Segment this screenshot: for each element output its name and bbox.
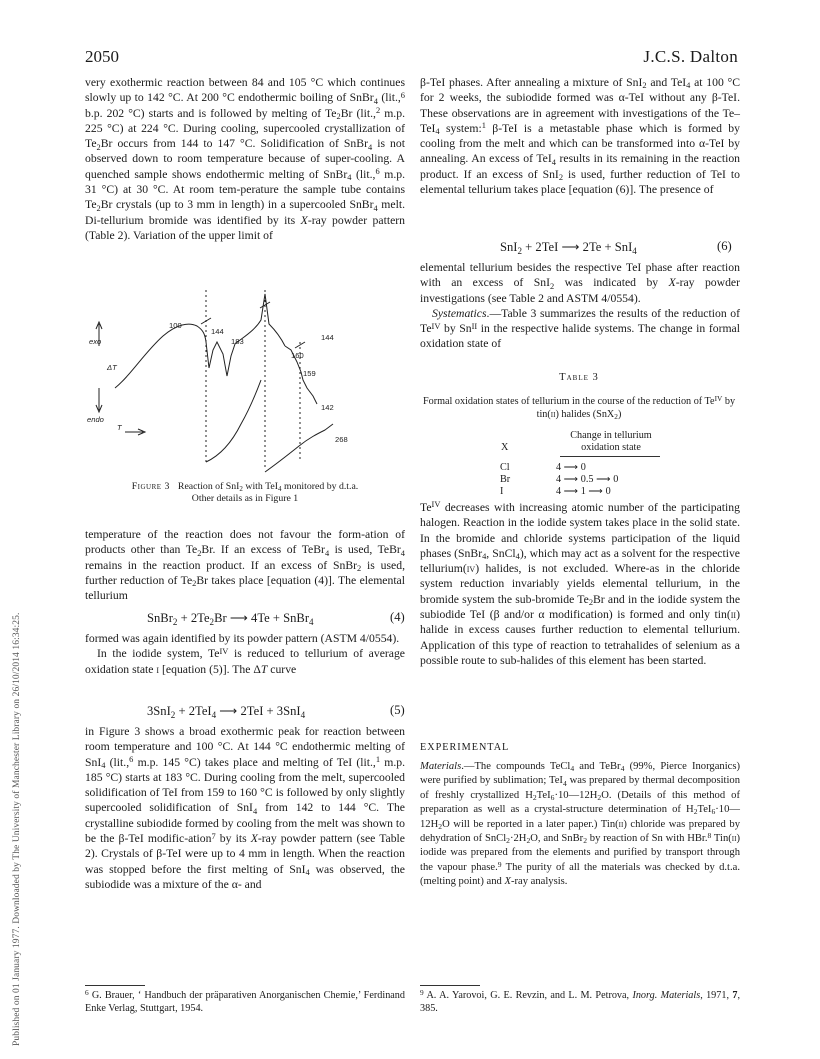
table-header-change-line-2: oxidation state	[581, 441, 641, 453]
right-paragraph-4: $Te^{IV}$ decreases with increasing atomic number of the participating halogen. Reaction in the iodide system takes place in the solid state. In the bromide and chloride systems participation of the liquid phases (SnBr$_4$, SnCl$_4$), which may act as a solvent for the respective tellurium(iv) halides, is not excluded. Where-as in the chloride system reduction invariably yields elemental tellurium, in the bromide system the sub-bromide $Te_2Br$ and in the iodide system the subiodide TeI (β and/or α modification) is formed and only tin(ii) halide in excess causes further reduction to elemental tellurium. Application of this type of reaction to tetrahalides of selenium as a possible route to sub-halides of this element has been started.	[420, 499, 741, 667]
equation-6: SnI$_2$ + 2TeI ⟶ 2Te + SnI$_4$	[500, 240, 637, 256]
left-paragraph-5: in Figure 3 shows a broad exothermic peak for reaction between room temperature and 100 °C. At 144 °C endothermic melting of SnI$_4$ (lit.,$^6$ m.p. 145 °C) takes place and melting of TeI (lit.,$^1$ m.p. 185 °C) starts at 183 °C. During cooling from the melt, supercooled solidification of TeI from 159 to 160 °C is followed by only slightly supercooled solidification of SnI$_4$ from 142 to 144 °C. The crystalline subiodide formed by cooling from the melt was shown to be the β-TeI modific-ation$^7$ by its X-ray powder pattern (see Table 2). Crystals of β-TeI were up to 4 mm in length. When the reaction was stopped before the first melting of SnI$_4$ was observed, the subiodide was a mixture of the α- and	[85, 725, 406, 891]
label-exo: exo	[89, 337, 102, 346]
dta-curve-tail	[265, 424, 333, 472]
table-cell-x: I	[500, 486, 504, 497]
footnote-6: $^6$ G. Brauer, ‘ Handbuch der präparativen Anorganischen Chemie,’ Ferdinand Enke Verlag, Stuttgart, 1954.	[85, 987, 405, 1014]
table-cell-x: Br	[500, 474, 511, 485]
right-column-top	[420, 75, 740, 197]
dta-curve-left-branch	[206, 380, 261, 462]
equation-5-number: (5)	[390, 703, 405, 717]
left-paragraph-3: formed was again identified by its powder pattern (ASTM 4/0554).	[85, 632, 400, 645]
left-column-bottom	[85, 724, 405, 892]
footnote-rule-left	[85, 985, 145, 986]
table-row-cl	[500, 462, 586, 474]
download-watermark: Published on 01 January 1977. Downloaded by The University of Manchester Library on 26/10/2014 16:34:25.	[12, 612, 22, 1046]
table-row-br	[500, 474, 618, 486]
left-column-top	[85, 75, 405, 243]
dta-curve-dips	[206, 342, 235, 376]
footnote-rule-right	[420, 985, 480, 986]
table-cell-x: Cl	[500, 462, 510, 473]
table-header-rule	[560, 456, 660, 457]
page-number: 2050	[85, 47, 119, 66]
right-paragraph-3: Systematics.—Table 3 summarizes the results of the reduction of $Te^{IV}$ by $Sn^{II}$ in the respective halide systems. The change in formal oxidation state of	[420, 306, 740, 351]
journal-name: J.C.S. Dalton	[643, 47, 738, 66]
experimental-materials: Materials.—The compounds TeCl$_4$ and TeBr$_4$ (99%, Pierce Inorganics) were purified by sublimation; TeI$_4$ was prepared by thermal decomposition of freshly crystallized $H_2TeI_6\cdot 10—12H_2O$. (Details of this method of preparation as well as a crystal-structure determination of $H_2TeI_6\cdot 10—12H_2O$ will be reported in a later paper.) Tin(ii) chloride was prepared by dehydration of $SnCl_2\cdot 2H_2O$, and SnBr$_2$ by reaction of Sn with HBr.$^8$ Tin(ii) iodide was prepared from the elements and purified by transport through the vapour phase.$^9$ The purity of all the materials was checked by d.t.a. (melting point) and X-ray analysis.	[420, 761, 740, 888]
left-paragraph-1: very exothermic reaction between 84 and 105 °C which continues slowly up to 142 °C. At 200 °C endothermic boiling of SnBr$_4$ (lit.,$^6$ b.p. 202 °C) starts and is followed by melting of $Te_2Br$ (lit.,$^2$ m.p. 225 °C) at 224 °C. During cooling, supercooled crystallization of $Te_2Br$ occurs from 144 to 147 °C. Solidification of SnBr$_4$ is not observed down to room temperature because of super-cooling. A quenched sample shows endothermic melting of SnBr$_4$ (lit.,$^6$ m.p. 31 °C) at 30 °C. At room tem-perature the sample tube contains $Te_2Br$ crystals (up to 3 mm in length) in a supercooled SnBr$_4$ melt. Di-tellurium bromide was identified by its X-ray powder pattern (Table 2). Variation of the upper limit of	[85, 76, 406, 242]
figure-3-caption	[85, 481, 405, 505]
peak-label-144b: 144	[321, 333, 334, 342]
table-cell-steps: 4 ⟶ 0	[556, 462, 586, 473]
right-column-mid	[420, 260, 740, 352]
peak-label-142: 142	[321, 403, 334, 412]
table-3-title: Table 3	[559, 372, 599, 383]
peak-label-144a: 144	[211, 327, 224, 336]
peak-label-160: 160	[291, 351, 304, 360]
table-header-change	[550, 430, 672, 454]
label-delta-t: ΔT	[107, 363, 117, 372]
left-paragraph-2: temperature of the reaction does not favour the form-ation of products other than $Te_2Br$. If an excess of TeBr$_4$ is used, TeBr$_4$ remains in the reaction product. If an excess of SnBr$_2$ is used, further reduction of $Te_2Br$ takes place [equation (4)]. The elemental tellurium	[85, 528, 405, 603]
table-row-i	[500, 486, 611, 498]
hatch-144b	[260, 302, 270, 308]
dta-curve-exotherm	[115, 324, 206, 388]
left-column-lower	[85, 631, 405, 677]
table-header-change-line-1: Change in tellurium	[570, 430, 652, 441]
figure-3-caption-line-2: Other details as in Figure 1	[191, 493, 299, 504]
table-3-caption: Formal oxidation states of tellurium in the course of the reduction of $Te^{IV}$ by tin(ii) halides (SnX$_2$)	[422, 393, 736, 421]
peak-label-183: 183	[231, 337, 244, 346]
peak-label-268: 268	[335, 435, 348, 444]
right-paragraph-2: elemental tellurium besides the respective TeI phase after reaction with an excess of SnI$_2$ was indicated by X-ray powder investigations (see Table 2 and ASTM 4/0554).	[420, 261, 740, 305]
equation-4-number: (4)	[390, 610, 405, 624]
right-paragraph-1: β-TeI phases. After annealing a mixture of SnI$_2$ and TeI$_4$ at 100 °C for 2 weeks, the subiodide formed was α-TeI without any β-TeI. These observations are in agreement with investigations of the Te–TeI$_4$ system:$^1$ β-TeI is a metastable phase which is formed by cooling from the melt and which can be transformed into α-TeI by annealing. An excess of TeI$_4$ results in its remaining in the reaction product. If an excess of SnI$_2$ is used, further reduction of TeI to elemental tellurium takes place [equation (6)]. The presence of	[420, 76, 741, 197]
figure-3-caption-text: Reaction of SnI$_2$ with TeI$_4$ monitored by d.t.a.	[177, 481, 359, 493]
label-t: T	[117, 423, 122, 432]
figure-3-dta-plot	[85, 284, 405, 480]
right-column-lower	[420, 500, 740, 668]
table-header-x: X	[501, 442, 509, 453]
equation-6-number: (6)	[717, 239, 732, 253]
left-paragraph-4: In the iodide system, $Te^{IV}$ is reduced to tellurium of average oxidation state i [equation (5)]. The ΔT curve	[85, 645, 405, 676]
figure-3-label: Figure 3	[131, 481, 170, 492]
experimental-heading: EXPERIMENTAL	[420, 742, 510, 753]
equation-5: 3SnI$_2$ + 2TeI$_4$ ⟶ 2TeI + 3SnI$_4$	[147, 704, 306, 720]
peak-label-100: 100	[169, 321, 182, 330]
peak-label-159: 159	[303, 369, 316, 378]
label-endo: endo	[87, 415, 104, 424]
equation-4: SnBr$_2$ + $2Te_2Br$ ⟶ 4Te + SnBr$_4$	[147, 611, 314, 627]
table-cell-steps: 4 ⟶ 1 ⟶ 0	[556, 486, 611, 497]
hatch-144a	[201, 318, 211, 324]
left-column-mid	[85, 527, 405, 603]
footnote-9: $^9$ A. A. Yarovoi, G. E. Revzin, and L. M. Petrova, Inorg. Materials, 1971, 7, 385.	[420, 987, 740, 1014]
table-cell-steps: 4 ⟶ 0.5 ⟶ 0	[556, 474, 619, 485]
